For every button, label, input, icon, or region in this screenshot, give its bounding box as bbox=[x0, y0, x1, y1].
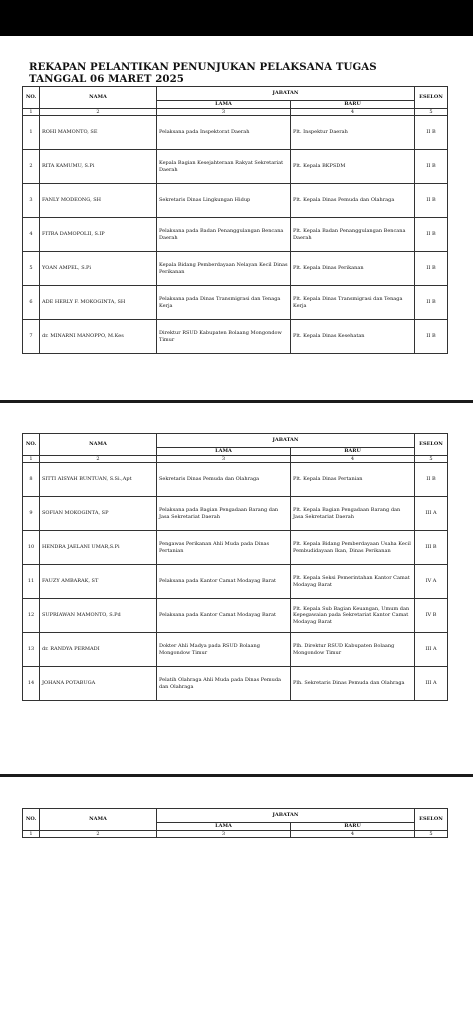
table-row bbox=[23, 463, 448, 497]
column-index-row bbox=[23, 108, 448, 116]
row-eselon: II B bbox=[415, 218, 448, 252]
header-lama: LAMA bbox=[157, 823, 291, 831]
row-jabatan-baru: Plt. Kepala Dinas Transmigrasi dan Tenaga Kerja bbox=[291, 286, 415, 320]
header-jabatan: JABATAN bbox=[157, 434, 415, 448]
table-row bbox=[23, 184, 448, 218]
row-jabatan-lama: Dokter Ahli Madya pada RSUD Bolaang Mongondow Timur bbox=[157, 633, 291, 667]
row-eselon: II B bbox=[415, 150, 448, 184]
column-index-cell: 5 bbox=[415, 108, 448, 116]
table-row bbox=[23, 531, 448, 565]
table-row bbox=[23, 218, 448, 252]
header-jabatan: JABATAN bbox=[157, 87, 415, 101]
row-eselon: II B bbox=[415, 286, 448, 320]
row-nama: SITTI AISYAH BUNTUAN, S.Si.,Apt bbox=[40, 463, 157, 497]
row-eselon: II B bbox=[415, 463, 448, 497]
row-eselon: II B bbox=[415, 252, 448, 286]
table-row bbox=[23, 633, 448, 667]
column-index-cell: 3 bbox=[157, 830, 291, 838]
column-index-cell: 1 bbox=[23, 830, 40, 838]
row-eselon: II B bbox=[415, 184, 448, 218]
row-number: 5 bbox=[23, 252, 40, 286]
row-number: 11 bbox=[23, 565, 40, 599]
column-index-row bbox=[23, 830, 448, 838]
row-jabatan-baru: Plt. Kepala BKPSDM bbox=[291, 150, 415, 184]
row-number: 13 bbox=[23, 633, 40, 667]
row-eselon: IV B bbox=[415, 599, 448, 633]
table-header-row bbox=[23, 434, 448, 448]
row-jabatan-lama: Pelaksana pada Badan Penanggulangan Bencana Daerah bbox=[157, 218, 291, 252]
table-row bbox=[23, 565, 448, 599]
top-black-bar bbox=[0, 0, 473, 36]
rekap-table-page-3 bbox=[22, 808, 448, 838]
row-jabatan-baru: Plh. Sekretaris Dinas Pemuda dan Olahraga bbox=[291, 667, 415, 701]
header-baru: BARU bbox=[291, 101, 415, 109]
row-jabatan-lama: Kepala Bidang Pemberdayaan Nelayan Kecil Dinas Perikanan bbox=[157, 252, 291, 286]
table-row bbox=[23, 150, 448, 184]
column-index-cell: 4 bbox=[291, 830, 415, 838]
row-nama: FANLY MODEONG, SH bbox=[40, 184, 157, 218]
column-index-cell: 4 bbox=[291, 108, 415, 116]
table-row bbox=[23, 286, 448, 320]
row-nama: JOHANA POTABUGA bbox=[40, 667, 157, 701]
row-number: 6 bbox=[23, 286, 40, 320]
row-number: 8 bbox=[23, 463, 40, 497]
header-lama: LAMA bbox=[157, 101, 291, 109]
document-title: REKAPAN PELANTIKAN PENUNJUKAN PELAKSANA TUGAS bbox=[29, 61, 377, 73]
header-eselon: ESELON bbox=[415, 434, 448, 456]
row-jabatan-baru: Plt. Kepala Badan Penanggulangan Bencana Daerah bbox=[291, 218, 415, 252]
table-row bbox=[23, 252, 448, 286]
row-eselon: IV A bbox=[415, 565, 448, 599]
row-eselon: III B bbox=[415, 531, 448, 565]
row-nama: SUPRIAWAN MAMONTO, S.Pd bbox=[40, 599, 157, 633]
row-nama: ROHI MAMONTO, SE bbox=[40, 116, 157, 150]
table-header-row bbox=[23, 809, 448, 823]
row-nama: RITA KAMUMU, S.Pi bbox=[40, 150, 157, 184]
column-index-cell: 1 bbox=[23, 455, 40, 463]
row-jabatan-lama: Pelaksana pada Bagian Pengadaan Barang dan Jasa Sekretariat Daerah bbox=[157, 497, 291, 531]
row-jabatan-baru: Plt. Kepala Seksi Pemerintahan Kantor Camat Modayag Barat bbox=[291, 565, 415, 599]
row-jabatan-baru: Plt. Kepala Dinas Perikanan bbox=[291, 252, 415, 286]
page-separator bbox=[0, 774, 473, 777]
column-index-cell: 2 bbox=[40, 108, 157, 116]
row-nama: dr. MINARNI MANOPPO, M.Kes bbox=[40, 320, 157, 354]
row-nama: SOFIAN MOKOGINTA, SP bbox=[40, 497, 157, 531]
rekap-table-page-2 bbox=[22, 433, 448, 701]
header-baru: BARU bbox=[291, 823, 415, 831]
rekap-table-page-1 bbox=[22, 86, 448, 354]
row-nama: FITRA DAMOPOLII, S.IP bbox=[40, 218, 157, 252]
row-jabatan-lama: Pelatih Olahraga Ahli Muda pada Dinas Pemuda dan Olahraga bbox=[157, 667, 291, 701]
header-lama: LAMA bbox=[157, 448, 291, 456]
column-index-row bbox=[23, 455, 448, 463]
header-no: NO. bbox=[23, 434, 40, 456]
row-eselon: II B bbox=[415, 320, 448, 354]
table-row bbox=[23, 497, 448, 531]
row-nama: ADE HERLY F. MOKOGINTA, SH bbox=[40, 286, 157, 320]
row-jabatan-lama: Kepala Bagian Kesejahteraan Rakyat Sekretariat Daerah bbox=[157, 150, 291, 184]
column-index-cell: 5 bbox=[415, 830, 448, 838]
row-nama: FAUZY AMBARAK, ST bbox=[40, 565, 157, 599]
row-jabatan-lama: Sekretaris Dinas Lingkungan Hidup bbox=[157, 184, 291, 218]
row-jabatan-baru: Plt. Kepala Dinas Kesehatan bbox=[291, 320, 415, 354]
row-number: 9 bbox=[23, 497, 40, 531]
row-number: 7 bbox=[23, 320, 40, 354]
row-jabatan-lama: Pelaksana pada Kantor Camat Modayag Barat bbox=[157, 565, 291, 599]
table-row bbox=[23, 667, 448, 701]
row-eselon: III A bbox=[415, 497, 448, 531]
row-jabatan-baru: Plt. Kepala Bagian Pengadaan Barang dan Jasa Sekretariat Daerah bbox=[291, 497, 415, 531]
row-jabatan-lama: Pengawas Perikanan Ahli Muda pada Dinas Pertanian bbox=[157, 531, 291, 565]
column-index-cell: 2 bbox=[40, 830, 157, 838]
table-row bbox=[23, 320, 448, 354]
row-number: 4 bbox=[23, 218, 40, 252]
row-nama: YOAN AMPEL, S.Pi bbox=[40, 252, 157, 286]
row-nama: dr. RANDYA PERMADI bbox=[40, 633, 157, 667]
column-index-cell: 3 bbox=[157, 108, 291, 116]
row-jabatan-baru: Plt. Inspektur Daerah bbox=[291, 116, 415, 150]
row-eselon: III A bbox=[415, 633, 448, 667]
column-index-cell: 5 bbox=[415, 455, 448, 463]
header-nama: NAMA bbox=[40, 87, 157, 109]
header-jabatan: JABATAN bbox=[157, 809, 415, 823]
document-subtitle: TANGGAL 06 MARET 2025 bbox=[29, 73, 184, 85]
row-jabatan-lama: Direktur RSUD Kabupaten Bolaang Mongondow Timur bbox=[157, 320, 291, 354]
row-jabatan-lama: Pelaksana pada Inspektorat Daerah bbox=[157, 116, 291, 150]
column-index-cell: 3 bbox=[157, 455, 291, 463]
table-header-row bbox=[23, 87, 448, 101]
row-number: 12 bbox=[23, 599, 40, 633]
header-nama: NAMA bbox=[40, 434, 157, 456]
row-jabatan-lama: Pelaksana pada Dinas Transmigrasi dan Tenaga Kerja bbox=[157, 286, 291, 320]
table-row bbox=[23, 599, 448, 633]
header-baru: BARU bbox=[291, 448, 415, 456]
row-number: 3 bbox=[23, 184, 40, 218]
row-number: 2 bbox=[23, 150, 40, 184]
row-eselon: II B bbox=[415, 116, 448, 150]
column-index-cell: 4 bbox=[291, 455, 415, 463]
header-nama: NAMA bbox=[40, 809, 157, 831]
row-jabatan-baru: Plt. Kepala Dinas Pemuda dan Olahraga bbox=[291, 184, 415, 218]
row-jabatan-lama: Sekretaris Dinas Pemuda dan Olahraga bbox=[157, 463, 291, 497]
header-no: NO. bbox=[23, 87, 40, 109]
row-eselon: III A bbox=[415, 667, 448, 701]
header-eselon: ESELON bbox=[415, 809, 448, 831]
row-jabatan-baru: Plt. Kepala Bidang Pemberdayaan Usaha Kecil Pembudidayaan Ikan, Dinas Perikanan bbox=[291, 531, 415, 565]
row-number: 14 bbox=[23, 667, 40, 701]
header-no: NO. bbox=[23, 809, 40, 831]
row-number: 1 bbox=[23, 116, 40, 150]
row-jabatan-baru: Plt. Kepala Sub Bagian Keuangan, Umum dan Kepegawaian pada Sekretariat Kantor Camat Modayag Barat bbox=[291, 599, 415, 633]
column-index-cell: 1 bbox=[23, 108, 40, 116]
row-nama: HENDRA JAELANI UMAR,S.Pi bbox=[40, 531, 157, 565]
header-eselon: ESELON bbox=[415, 87, 448, 109]
row-jabatan-lama: Pelaksana pada Kantor Camat Modayag Barat bbox=[157, 599, 291, 633]
row-jabatan-baru: Plh. Direktur RSUD Kabupaten Bolaang Mongondow Timur bbox=[291, 633, 415, 667]
row-jabatan-baru: Plt. Kepala Dinas Pertanian bbox=[291, 463, 415, 497]
column-index-cell: 2 bbox=[40, 455, 157, 463]
page-separator bbox=[0, 400, 473, 403]
table-row bbox=[23, 116, 448, 150]
row-number: 10 bbox=[23, 531, 40, 565]
